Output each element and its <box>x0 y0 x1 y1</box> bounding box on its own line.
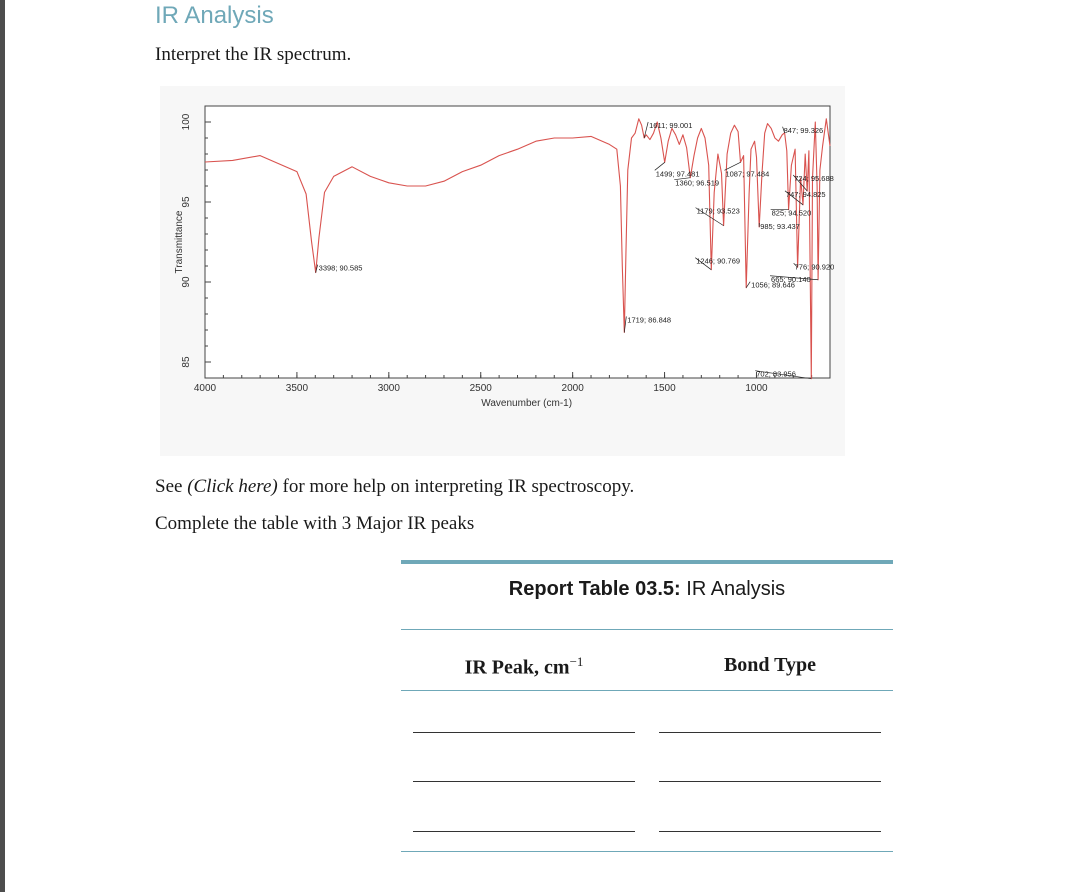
column-header-peak-unit-exponent: −1 <box>569 654 584 669</box>
peak-label: 1499; 97.481 <box>655 169 700 179</box>
y-tick-label: 100 <box>181 113 192 131</box>
peak-label: 847; 99.326 <box>783 125 824 135</box>
peak-label: 747; 94.825 <box>785 189 826 199</box>
table-top-rule <box>401 560 893 564</box>
peak-label: 776; 90.920 <box>794 262 835 272</box>
ir-spectrum-figure <box>160 86 845 456</box>
instruction-text: Interpret the IR spectrum. <box>155 44 352 65</box>
peak-input-2[interactable] <box>413 781 635 782</box>
peak-label: 724; 95.688 <box>794 173 834 183</box>
table-caption-title: IR Analysis <box>680 578 786 600</box>
column-header-peak-label: IR Peak, cm <box>464 656 570 679</box>
help-link[interactable]: (Click here) <box>187 476 278 497</box>
plot-frame <box>205 106 830 378</box>
peak-label: 665; 90.140 <box>771 274 811 284</box>
peak-label: 1179; 93.523 <box>696 206 740 216</box>
peak-label: 1719; 86.848 <box>627 315 672 325</box>
peak-label: 825; 94.520 <box>771 208 812 218</box>
help-text-after: for more help on interpreting IR spectroscopy. <box>277 476 635 497</box>
peak-label: 3398; 90.585 <box>318 263 363 273</box>
x-tick-label: 2000 <box>561 383 584 394</box>
y-tick-label: 90 <box>181 276 192 288</box>
y-tick-label: 85 <box>181 356 192 368</box>
help-text-before: See <box>155 476 188 497</box>
table-rule <box>401 629 893 630</box>
peak-label: 1246; 90.769 <box>696 256 741 266</box>
peak-label: 985; 93.437 <box>760 222 800 232</box>
table-rule <box>401 690 893 691</box>
y-axis-label: Transmittance <box>174 210 185 274</box>
x-tick-label: 1000 <box>745 383 768 394</box>
peak-label: 1087; 97.484 <box>725 169 770 179</box>
ir-spectrum-chart <box>160 86 845 456</box>
column-header-peak <box>401 654 647 680</box>
section-heading: IR Analysis <box>155 2 274 29</box>
bond-input-1[interactable] <box>659 732 881 733</box>
x-axis-label: Wavenumber (cm-1) <box>481 398 573 409</box>
table-instruction: Complete the table with 3 Major IR peaks <box>155 513 475 534</box>
peak-input-1[interactable] <box>413 732 635 733</box>
help-text <box>155 476 634 498</box>
bond-input-3[interactable] <box>659 831 881 832</box>
peak-input-3[interactable] <box>413 831 635 832</box>
peak-label: 1360; 96.519 <box>675 178 720 188</box>
x-tick-label: 4000 <box>193 383 217 394</box>
table-bottom-rule <box>401 851 893 852</box>
x-tick-label: 3500 <box>285 383 309 394</box>
peak-label: 1611; 99.001 <box>649 120 693 130</box>
x-tick-label: 2500 <box>469 383 492 394</box>
x-tick-label: 1500 <box>653 383 676 394</box>
table-caption-label: Report Table 03.5: <box>508 578 681 600</box>
left-border <box>0 0 5 892</box>
x-tick-label: 3000 <box>377 383 400 394</box>
table-caption <box>401 578 893 601</box>
report-table <box>401 560 893 854</box>
peak-label: 1056; 89.646 <box>751 280 795 290</box>
bond-input-2[interactable] <box>659 781 881 782</box>
peak-label: 702; 83.956 <box>756 369 796 379</box>
column-header-bond: Bond Type <box>723 654 817 676</box>
y-tick-label: 95 <box>181 196 192 208</box>
